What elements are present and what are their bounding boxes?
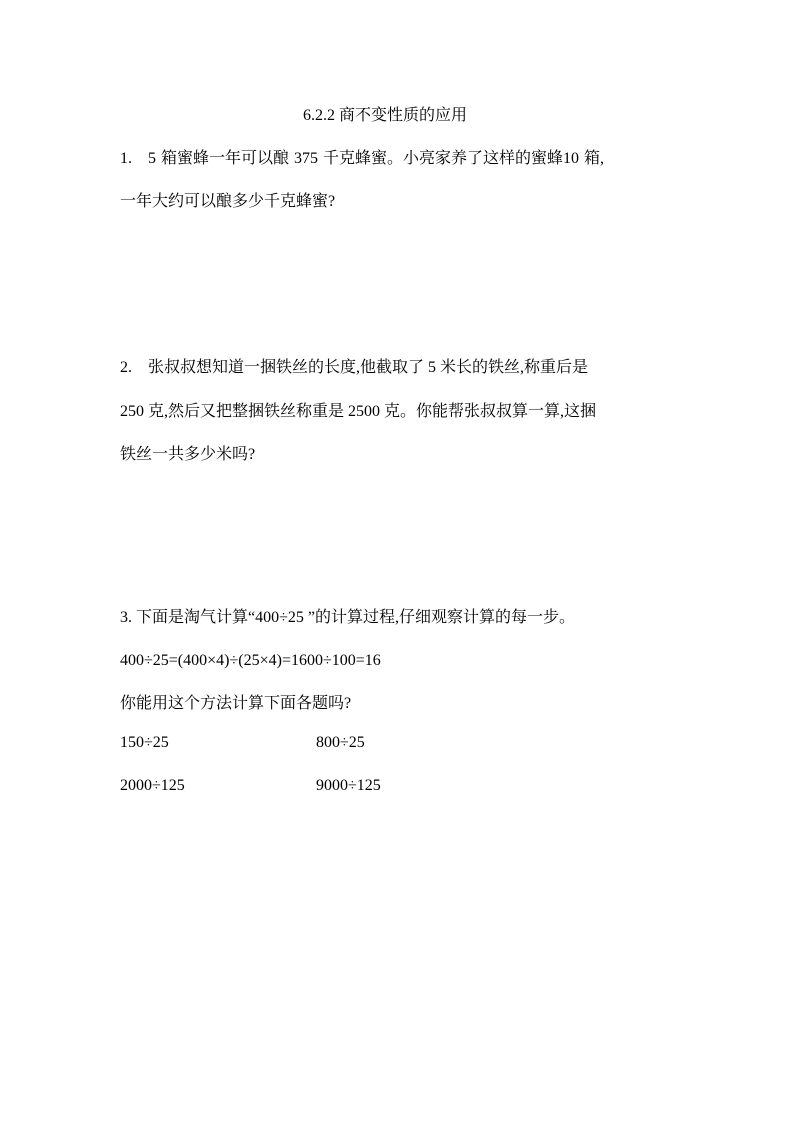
problem-item: 150÷25 [120, 734, 169, 751]
problem-item: 9000÷125 [316, 777, 381, 794]
question-3-line-3: 你能用这个方法计算下面各题吗? [120, 695, 352, 712]
question-3-line-1: 3. 下面是淘气计算“400÷25 ”的计算过程,仔细观察计算的每一步。 [120, 609, 575, 626]
problem-item: 2000÷125 [120, 777, 185, 794]
question-2-line-3: 铁丝一共多少米吗? [120, 446, 256, 463]
question-2-line-1: 2. 张叔叔想知道一捆铁丝的长度,他截取了 5 米长的铁丝,称重后是 [120, 359, 589, 376]
question-1-line-1: 1. 5 箱蜜蜂一年可以酿 375 千克蜂蜜。小亮家养了这样的蜜蜂10 箱, [120, 150, 605, 167]
document-title: 6.2.2 商不变性质的应用 [303, 107, 468, 124]
question-2-line-2: 250 克,然后又把整捆铁丝称重是 2500 克。你能帮张叔叔算一算,这捆 [120, 403, 597, 420]
problem-item: 800÷25 [316, 734, 365, 751]
question-1-line-2: 一年大约可以酿多少千克蜂蜜? [120, 193, 336, 210]
question-3-example-equation: 400÷25=(400×4)÷(25×4)=1600÷100=16 [120, 652, 381, 669]
